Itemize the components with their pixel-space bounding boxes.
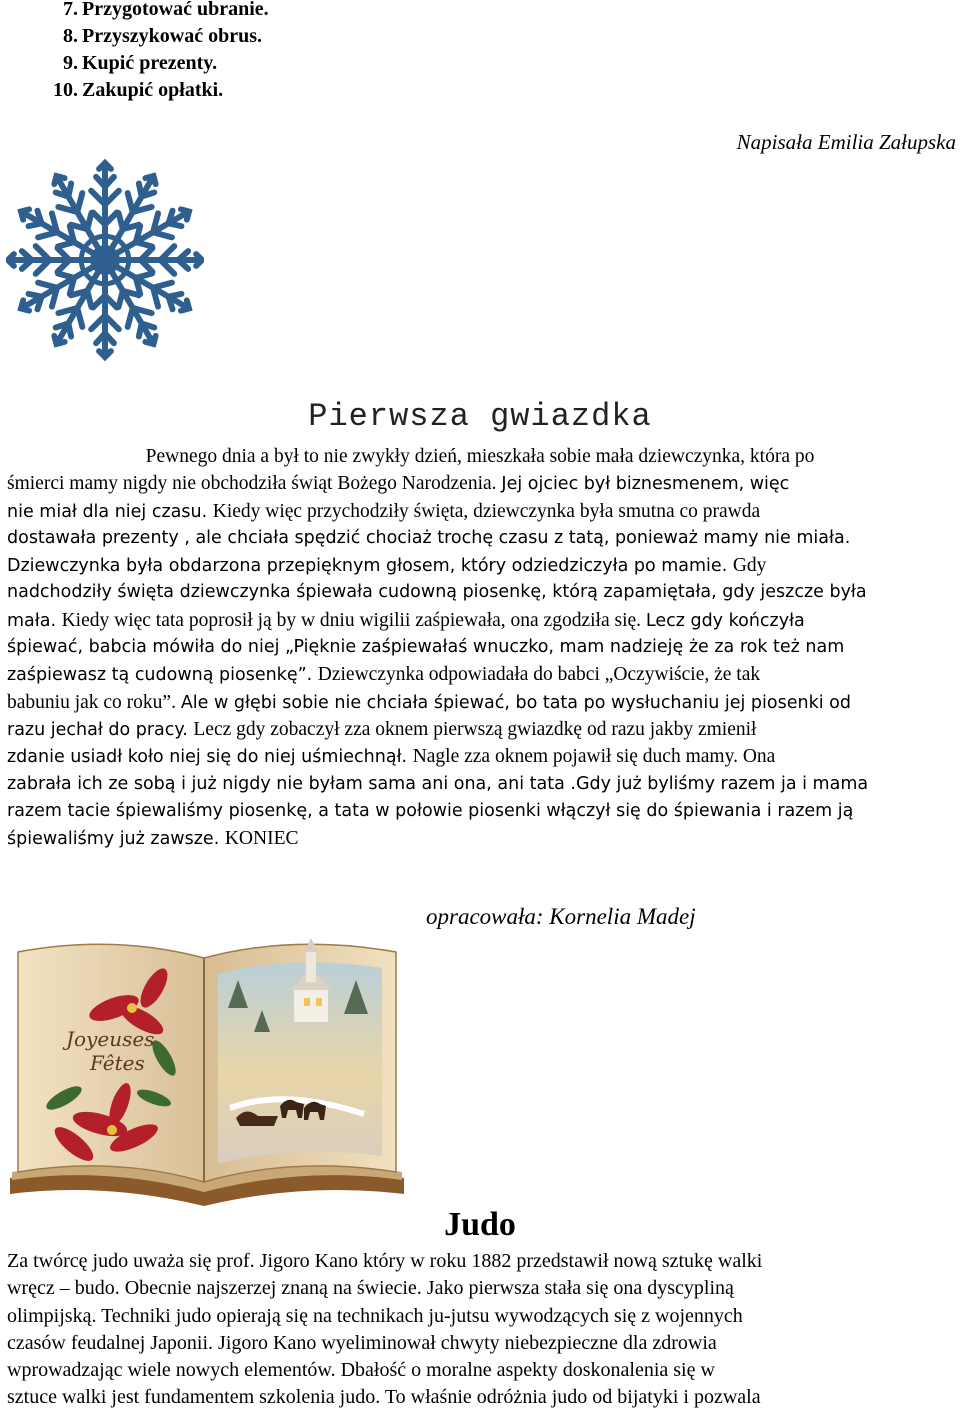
story-line bbox=[7, 498, 953, 525]
story-line bbox=[7, 579, 953, 606]
judo-line: czasów feudalnej Japonii. Jigoro Kano wyeliminował chwyty niebezpieczne dla zdrowia bbox=[7, 1331, 717, 1354]
story-line bbox=[7, 525, 953, 552]
story-segment: zdanie usiadł koło niej się do niej uśmiechnął. bbox=[7, 747, 413, 768]
story-segment: razem tacie śpiewaliśmy piosenkę, a tata w połowie piosenki włączył się do śpiewania i razem ją bbox=[7, 800, 854, 821]
todo-list bbox=[36, 0, 269, 104]
judo-title: Judo bbox=[444, 1206, 516, 1243]
story-line bbox=[7, 716, 953, 743]
judo-line: wprowadzając wiele nowych elementów. Dbałość o moralne aspekty doskonalenia się w bbox=[7, 1359, 715, 1382]
judo-line: Za twórcę judo uważa się prof. Jigoro Kano który w roku 1882 przedstawił nową sztukę walki bbox=[7, 1250, 763, 1272]
list-text: Kupić prezenty. bbox=[82, 52, 218, 74]
judo-line: olimpijską. Techniki judo opierają się na technikach ju-jutsu wywodzących się z wojennych bbox=[7, 1304, 743, 1327]
story-segment: babuniu jak co roku”. bbox=[7, 691, 181, 713]
story-segment: Pewnego dnia a był to nie zwykły dzień, mieszkała sobie mała dziewczynka, która po bbox=[145, 446, 815, 467]
list-text: Zakupić opłatki. bbox=[82, 79, 224, 101]
judo-line: sztuce walki jest fundamentem szkolenia judo. To właśnie odróżnia judo od bijatyki i pozwala bbox=[7, 1386, 761, 1409]
story-segment: Dziewczynka była obdarzona przepięknym głosem, który odziedziczyła po mamie. bbox=[7, 556, 733, 577]
list-item bbox=[36, 77, 269, 104]
story-segment: Jej ojciec był biznesmenem, więc bbox=[501, 474, 790, 495]
list-number: 7. bbox=[63, 0, 78, 20]
open-book-christmas-image bbox=[4, 928, 410, 1208]
story-line bbox=[7, 798, 953, 825]
list-number: 8. bbox=[63, 25, 78, 47]
author-signature-2: opracowała: Kornelia Madej bbox=[426, 904, 696, 929]
judo-text bbox=[7, 1248, 953, 1412]
story-line bbox=[7, 771, 953, 798]
story-segment: Kiedy więc przychodziły święta, dziewczynka była smutna co prawda bbox=[212, 500, 761, 522]
list-number: 9. bbox=[63, 52, 78, 74]
story-segment: dostawała prezenty , ale chciała spędzić chociaż trochę czasu z tatą, ponieważ mamy nie miała. bbox=[7, 527, 851, 548]
story-line bbox=[7, 825, 953, 852]
story-line bbox=[7, 689, 953, 716]
list-item bbox=[36, 23, 269, 50]
story-segment: śpiewać, babcia mówiła do niej „Pięknie zaśpiewałaś wnuczko, mam nadzieję że za rok też nam bbox=[7, 637, 845, 658]
list-text: Przygotować ubranie. bbox=[82, 0, 269, 20]
list-text: Przyszykować obrus. bbox=[82, 25, 262, 47]
story-segment: mała. bbox=[7, 610, 62, 631]
book-caption-line-1: Joyeuses bbox=[66, 1027, 155, 1051]
author-signature: Napisała Emilia Załupska bbox=[736, 130, 956, 154]
story-segment: Kiedy więc tata poprosił ją by w dniu wigilii zaśpiewała, ona zgodziła się. bbox=[61, 609, 646, 631]
list-item bbox=[36, 0, 269, 23]
story-title: Pierwsza gwiazdka bbox=[308, 398, 652, 435]
story-segment: zaśpiewasz tą cudowną piosenkę”. bbox=[7, 665, 318, 686]
story-segment: Ale w głębi sobie nie chciała śpiewać, bo tata po wysłuchaniu jej piosenki od bbox=[180, 692, 851, 713]
snowflake-icon bbox=[6, 156, 204, 364]
story-segment: Gdy bbox=[732, 555, 767, 577]
story-line bbox=[7, 634, 953, 661]
story-segment: nie miał dla niej czasu. bbox=[7, 501, 213, 522]
story-segment: śpiewaliśmy już zawsze. bbox=[7, 829, 225, 850]
story-line bbox=[7, 443, 953, 470]
judo-line: wręcz – budo. Obecnie najszerzej znaną na świecie. Jako pierwsza stała się ona dyscypliną bbox=[7, 1277, 734, 1300]
list-item bbox=[36, 50, 269, 77]
story-segment: Nagle zza oknem pojawił się duch mamy. Ona bbox=[412, 746, 776, 768]
story-segment: zabrała ich ze sobą i już nigdy nie byłam sama ani ona, ani tata .Gdy już byliśmy razem ja i mama bbox=[7, 773, 869, 794]
story-segment: Dziewczynka odpowiadała do babci „Oczywiście, że tak bbox=[317, 664, 761, 686]
story-segment: Lecz gdy zobaczył zza oknem pierwszą gwiazdkę od razu jakby zmienił bbox=[193, 718, 757, 740]
story-line bbox=[7, 661, 953, 688]
story-line bbox=[7, 470, 953, 497]
story-text bbox=[7, 443, 953, 852]
list-number: 10. bbox=[53, 79, 78, 101]
story-line bbox=[7, 743, 953, 770]
book-caption-line-2: Fêtes bbox=[90, 1051, 145, 1075]
story-segment: nadchodziły święta dziewczynka śpiewała cudowną piosenkę, którą zapamiętała, gdy jeszcze była bbox=[7, 582, 867, 603]
story-segment: śmierci mamy nigdy nie obchodziła świąt Bożego Narodzenia. bbox=[7, 473, 502, 495]
story-line bbox=[7, 552, 953, 579]
story-segment: razu jechał do pracy. bbox=[7, 719, 194, 740]
story-segment: KONIEC bbox=[224, 828, 299, 850]
story-segment: Lecz gdy kończyła bbox=[645, 610, 805, 631]
story-line bbox=[7, 607, 953, 634]
